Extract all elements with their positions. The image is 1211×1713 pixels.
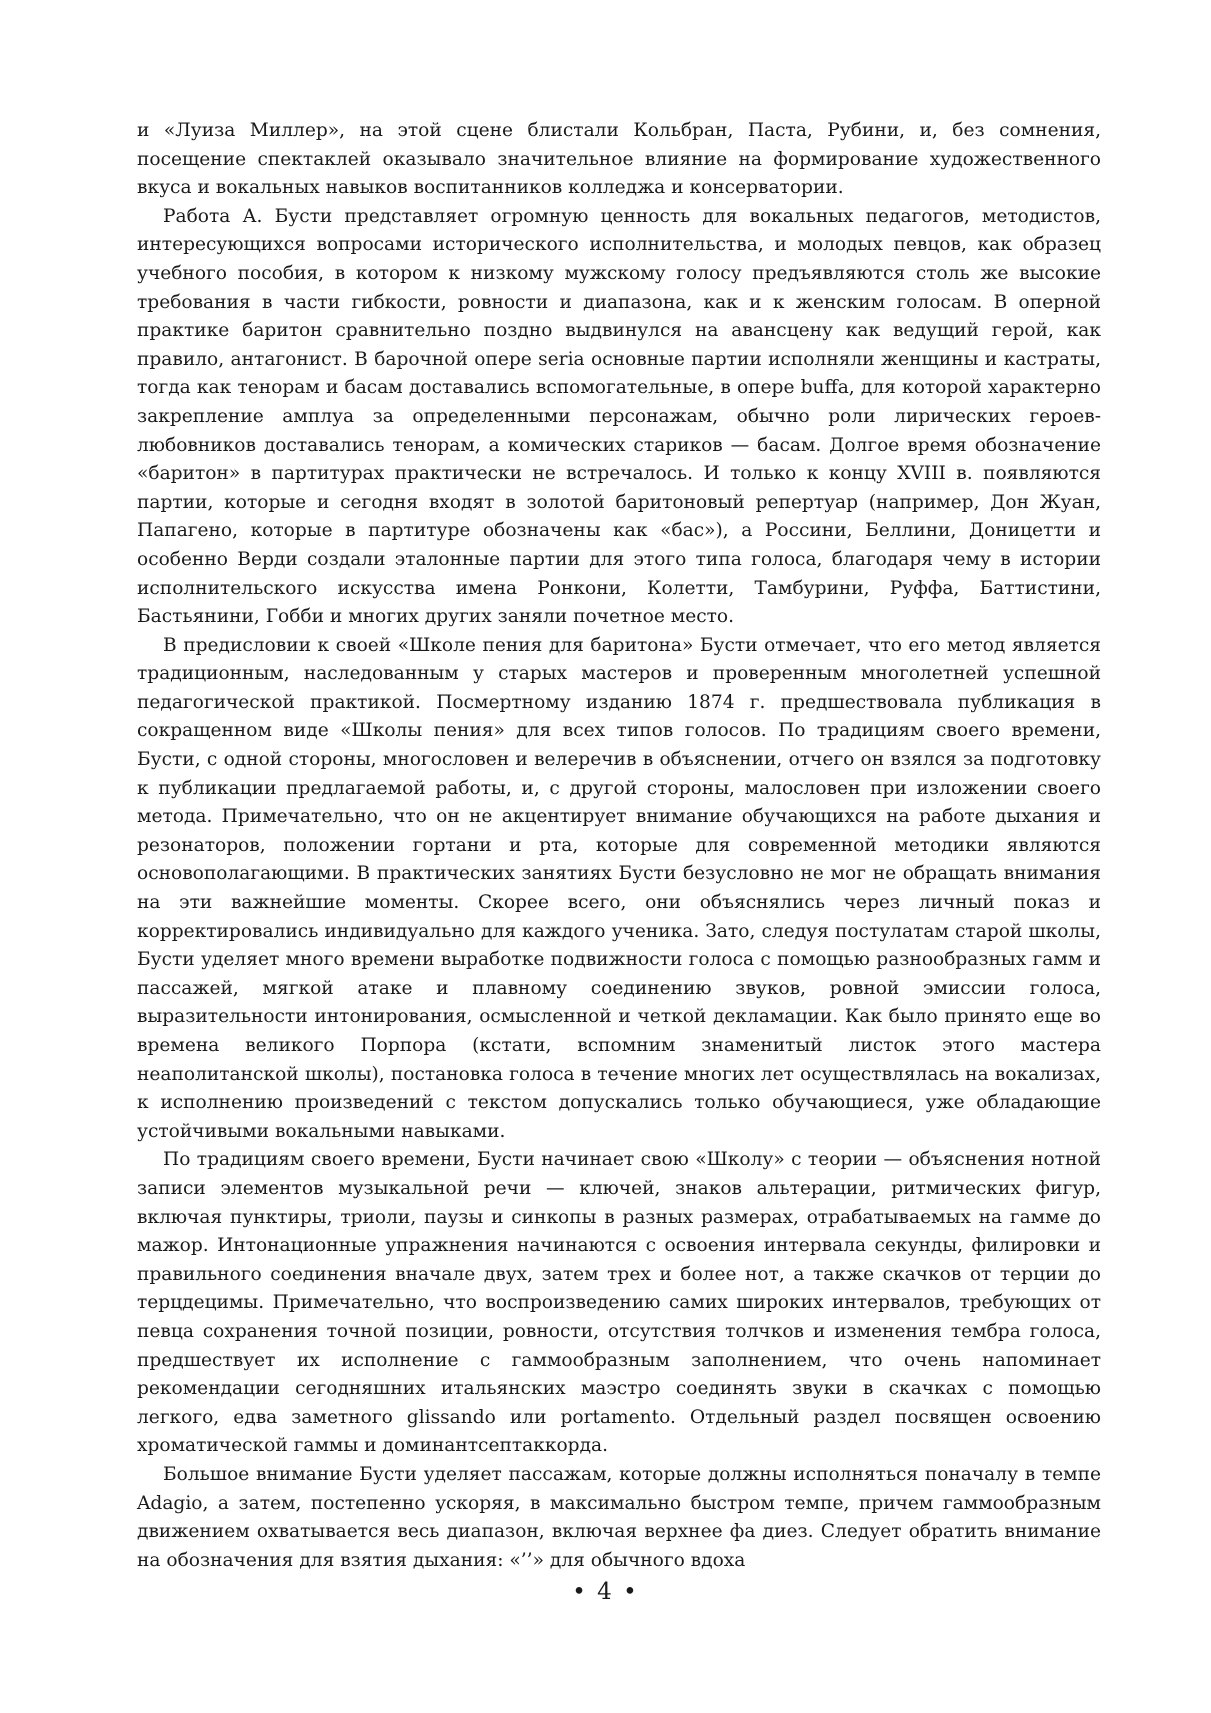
page-number: • 4 • — [572, 1579, 639, 1605]
paragraph: Большое внимание Бусти уделяет пассажам, которые должны исполняться поначалу в темпе Adagio, а затем, постепенно ускоряя, в максимально быстром темпе, причем гаммообразным движением охватывается весь диапазон, включая верхнее фа диез. Следует обратить внимание на обозначения для взятия дыхания: «’’» для обычного вдоха — [137, 1463, 1101, 1571]
paragraph-continuation: и «Луиза Миллер», на этой сцене блистали Кольбран, Паста, Рубини, и, без сомнения, посещение спектаклей оказывало значительное влияние на формирование художественного вкуса и вокальных навыков воспитанников колледжа и консерватории. — [137, 120, 1101, 199]
paragraph: По традициям своего времени, Бусти начинает свою «Школу» с теории — объяснения нотной записи элементов музыкальной речи — ключей, знаков альтерации, ритмических фигур, включая пунктиры, триоли, паузы и синкопы в разных размерах, отрабатываемых на гамме до мажор. Интонационные упражнения начинаются с освоения интервала секунды, филировки и правильного соединения вначале двух, затем трех и более нот, а также скачков от терции до терцдецимы. Примечательно, что воспроизведению самих широких интервалов, требующих от певца сохранения точной позиции, ровности, отсутствия толчков и изменения тембра голоса, предшествует их исполнение с гаммообразным заполнением, что очень напоминает рекомендации сегодняшних итальянских маэстро соединять звуки в скачках с помощью легкого, едва заметного glissando или portamento. Отдельный раздел посвящен освоению хроматической гаммы и доминантсептаккорда. — [137, 1149, 1101, 1457]
page-body — [137, 117, 1101, 1575]
paragraph: Работа А. Бусти представляет огромную ценность для вокальных педагогов, методистов, интересующихся вопросами исторического исполнительства, и молодых певцов, как образец учебного пособия, в котором к низкому мужскому голосу предъявляются столь же высокие требования в части гибкости, ровности и диапазона, как и к женским голосам. В оперной практике баритон сравнительно поздно выдвинулся на авансцену как ведущий герой, как правило, антагонист. В барочной опере seria основные партии исполняли женщины и кастраты, тогда как тенорам и басам доставались вспомогательные, в опере buffa, для которой характерно закрепление амплуа за определенными персонажам, обычно роли лирических героев-любовников доставались тенорам, а комических стариков — басам. Долгое время обозначение «баритон» в партитурах практически не встречалось. И только к концу XVIII в. появляются партии, которые и сегодня входят в золотой баритоновый репертуар (например, Дон Жуан, Папагено, которые в партитуре обозначены как «бас»), а Россини, Беллини, Доницетти и особенно Верди создали эталонные партии для этого типа голоса, благодаря чему в истории исполнительского искусства имена Ронкони, Колетти, Тамбурини, Руффа, Баттистини, Бастьянини, Гобби и многих других заняли почетное место. — [137, 205, 1101, 628]
paragraph: В предисловии к своей «Школе пения для баритона» Бусти отмечает, что его метод является традиционным, наследованным у старых мастеров и проверенным многолетней успешной педагогической практикой. Посмертному изданию 1874 г. предшествовала публикация в сокращенном виде «Школы пения» для всех типов голосов. По традициям своего времени, Бусти, с одной стороны, многословен и велеречив в объяснении, отчего он взялся за подготовку к публикации предлагаемой работы, и, с другой стороны, малословен при изложении своего метода. Примечательно, что он не акцентирует внимание обучающихся на работе дыхания и резонаторов, положении гортани и рта, которые для современной методики являются основополагающими. В практических занятиях Бусти безусловно не мог не обращать внимания на эти важнейшие моменты. Скорее всего, они объяснялись через личный показ и корректировались индивидуально для каждого ученика. Зато, следуя постулатам старой школы, Бусти уделяет много времени выработке подвижности голоса с помощью разнообразных гамм и пассажей, мягкой атаке и плавному соединению звуков, ровной эмиссии голоса, выразительности интонирования, осмысленной и четкой декламации. Как было принято еще во времена великого Порпора (кстати, вспомним знаменитый листок этого мастера неаполитанской школы), постановка голоса в течение многих лет осуществлялась на вокализах, к исполнению произведений с текстом допускались только обучающиеся, уже обладающие устойчивыми вокальными навыками. — [137, 634, 1101, 1142]
